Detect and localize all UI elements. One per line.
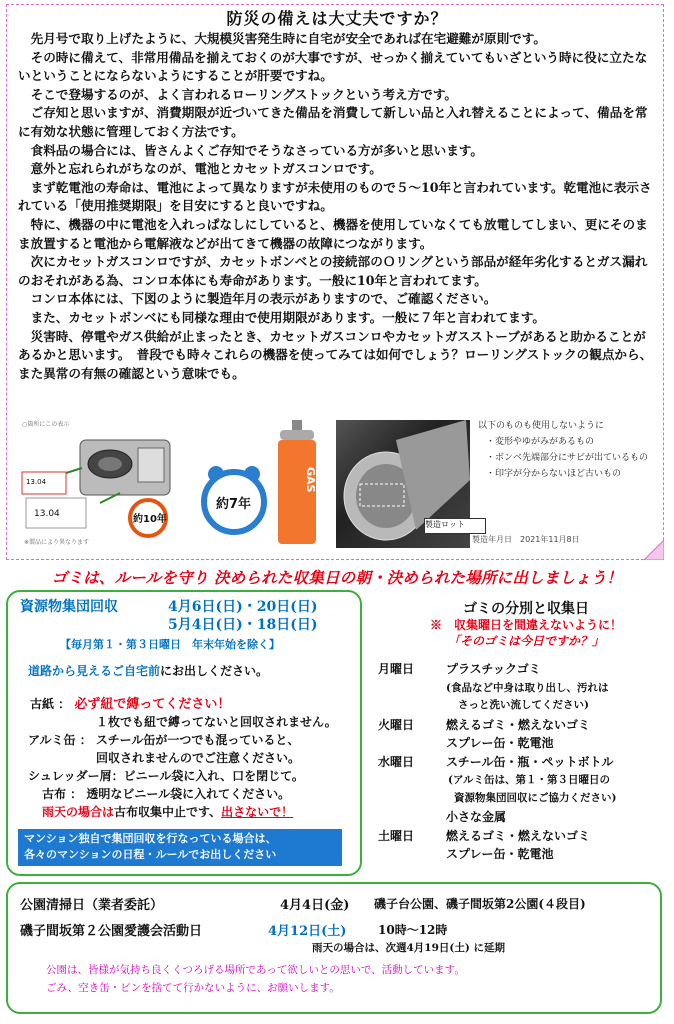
paragraph: 次にカセットガスコンロですが、カセットボンベとの接続部のＯリングという部品が経年劣化するとガス漏れのおそれがある為、コンロ本体にも寿命があります。一般に10年と言われてます。	[18, 254, 648, 288]
manufacture-date-label: 製造年月日 2021年11月8日	[472, 535, 580, 544]
rain-note-b: 古布収集中止です、	[114, 805, 222, 819]
do-not-use-title: 以下のものも使用しないように	[478, 421, 605, 431]
paragraph: 特に、機器の中に電池を入れっぱなしにしていると、機器を使用していなくても放電してしまい、更にそのまま放置すると電池から電解液などが出てきて機器の故障につながります。	[18, 216, 648, 251]
wednesday-note-2: 資源物集団回収にご協力ください)	[454, 792, 617, 804]
paper-rule-row	[30, 696, 230, 713]
park-cleaning-place: 磯子台公園、磯子間坂第2公園(４段目)	[374, 897, 586, 911]
mansion-note-line-2: 各々のマンションの日程・ルールでお出しください	[24, 848, 277, 861]
monday-note-1: (食品など中身は取り出し、汚れは	[446, 682, 609, 694]
placement-suffix: にお出しください。	[160, 664, 269, 678]
day-wednesday: 水曜日	[378, 755, 415, 769]
day-monday: 月曜日	[378, 662, 415, 676]
rain-note-c: 出さないで！	[221, 805, 294, 819]
paper-rule: 必ず紐で縛ってください！	[74, 697, 231, 712]
wednesday-note-1: (アルミ缶は、第１・第３日曜日の	[448, 774, 611, 786]
park-message-2: ごみ、空き缶・ビンを捨てて行かないように、お願いします。	[46, 982, 340, 994]
resource-dates-may: 5月4日(日)・18日(日)	[168, 617, 318, 633]
paper-label: 古紙 ：	[30, 697, 71, 711]
wednesday-item-2: 小さな金属	[446, 810, 507, 824]
article-title: 防災の備えは大丈夫ですか？	[226, 9, 448, 28]
paragraph: 意外と忘れられがちなのが、電池とカセットガスコンロです。	[30, 161, 382, 177]
tuesday-item-2: スプレー缶・乾電池	[446, 736, 554, 750]
stove-date-b: 13.04	[34, 509, 60, 519]
gas-label: GAS	[304, 467, 317, 493]
park-association-date: 4月12日(土)	[268, 924, 347, 939]
monday-note-2: さっと洗い流してください)	[458, 699, 589, 711]
can-row	[28, 732, 299, 749]
lot-label: 製造ロット	[424, 518, 486, 534]
paragraph: 先月号で取り上げたように、大規模災害発生時に自宅が安全であれば在宅避難が原則です。	[30, 31, 546, 46]
saturday-item-1: 燃えるゴミ・燃えないゴミ	[446, 829, 591, 843]
paragraph: そこで登場するのが、よく言われるローリングストックという考え方です。	[30, 86, 458, 102]
list-item: ・変形やゆがみがあるもの	[486, 437, 595, 447]
mansion-note-banner	[18, 829, 342, 866]
page-fold-corner	[644, 540, 664, 560]
placement-instruction	[28, 662, 268, 679]
stove-years: 約10年	[133, 514, 167, 525]
park-association-time: 10時～12時	[378, 923, 448, 937]
clock-icon	[196, 458, 272, 538]
monday-item: プラスチックゴミ	[446, 662, 541, 676]
do-not-use-list	[478, 418, 658, 482]
paragraph: ご存知と思いますが、消費期限が近づいてきた備品を消費して新しい品と入れ替えることによって、備品を常に有効な状態に管理しておく方法です。	[18, 105, 648, 139]
park-cleaning-date: 4月4日(金)	[280, 898, 350, 913]
garbage-schedule-title: ゴミの分別と収集日	[463, 601, 589, 617]
gas-canister-icon	[272, 418, 322, 548]
wednesday-item-1: スチール缶・瓶・ペットボトル	[446, 755, 614, 769]
placement-highlight: 道路から見えるご自宅前	[28, 664, 161, 678]
stove-date-a: 13.04	[26, 478, 47, 486]
park-association-label: 磯子間坂第２公園愛護会活動日	[20, 924, 203, 939]
saturday-item-2: スプレー缶・乾電池	[446, 847, 554, 861]
resource-schedule: 【毎月第１・第３日曜日 年末年始を除く】	[60, 638, 280, 651]
paragraph: また、カセットボンベにも同様な理由で使用期限があります。一般に７年と言われてます。	[30, 309, 545, 325]
park-cleaning-label: 公園清掃日（業者委託）	[20, 898, 164, 913]
rain-note-a: 雨天の場合は	[42, 805, 115, 819]
list-item: ・ボンベ先端部分にサビが出ているもの	[486, 453, 649, 463]
stove-illustration	[20, 418, 190, 548]
day-saturday: 土曜日	[378, 829, 415, 843]
paragraph: その時に備えて、非常用備品を揃えておくのが大事ですが、せっかく揃えていてもいざという時に役に立たないということにならないようにすることが肝要ですね。	[18, 49, 648, 84]
garbage-headline: ゴミは、ルールを守り 決められた収集日の朝・決められた場所に出しましょう！	[51, 569, 623, 587]
paragraph: コンロ本体には、下図のように製造年月の表示がありますので、ご確認ください。	[30, 291, 497, 307]
can-label: アルミ缶 ：	[28, 733, 92, 747]
stove-caption: ※製品により異なります	[24, 539, 90, 546]
day-tuesday: 火曜日	[378, 718, 415, 732]
rain-note	[42, 804, 293, 821]
paragraph: まず乾電池の寿命は、電池によって異なりますが未使用のもので５～10年と言われています。乾電池に表示されている「使用推奨期限」を目安にすると良いですね。	[18, 179, 652, 214]
clock-years: 約7年	[216, 497, 252, 512]
tuesday-item-1: 燃えるゴミ・燃えないゴミ	[446, 718, 591, 732]
paragraph: 食料品の場合には、皆さんよくご存知でそうなさっている方が多いと思います。	[30, 142, 483, 158]
can-note-1: スチール缶が一つでも混っていると、	[95, 733, 300, 747]
park-rain-note: 雨天の場合は、次週4月19日(土) に延期	[312, 942, 506, 954]
cloth-note: 古布 ： 透明なビニール袋に入れてください。	[42, 787, 291, 801]
can-note-2: 回収されませんのでご注意ください。	[96, 751, 301, 765]
article-body	[18, 30, 658, 383]
resource-dates-april: 4月6日(日)・20日(日)	[168, 599, 318, 615]
shredder-note: シュレッダー屑：ビニール袋に入れ、口を閉じて。	[28, 769, 304, 783]
park-message-1: 公園は、皆様が気持ち良くくつろげる場所であって欲しいとの思いで、活動しています。	[46, 964, 465, 976]
garbage-question: 「そのゴミは今日ですか？」	[447, 634, 604, 648]
list-item: ・印字が分からないほど古いもの	[486, 469, 622, 479]
paragraph: 災害時、停電やガス供給が止まったとき、カセットガスコンロやカセットガスストーブがあると助かることがあるかと思います。 普段でも時々これらの機器を使ってみては如何でしょう？ローリングストックの観点から、また異常の有無の確認という意味でも。	[18, 328, 653, 381]
mansion-note-line-1: マンション独自で集団回収を行なっている場合は、	[24, 832, 277, 845]
resource-title: 資源物集団回収	[20, 599, 118, 615]
svg-text:○箇所にこの表示: ○箇所にこの表示	[22, 421, 70, 428]
garbage-warning: ※ 収集曜日を間違えないように！	[429, 618, 622, 632]
paper-note: １枚でも紐で縛ってないと回収されません。	[96, 715, 337, 729]
